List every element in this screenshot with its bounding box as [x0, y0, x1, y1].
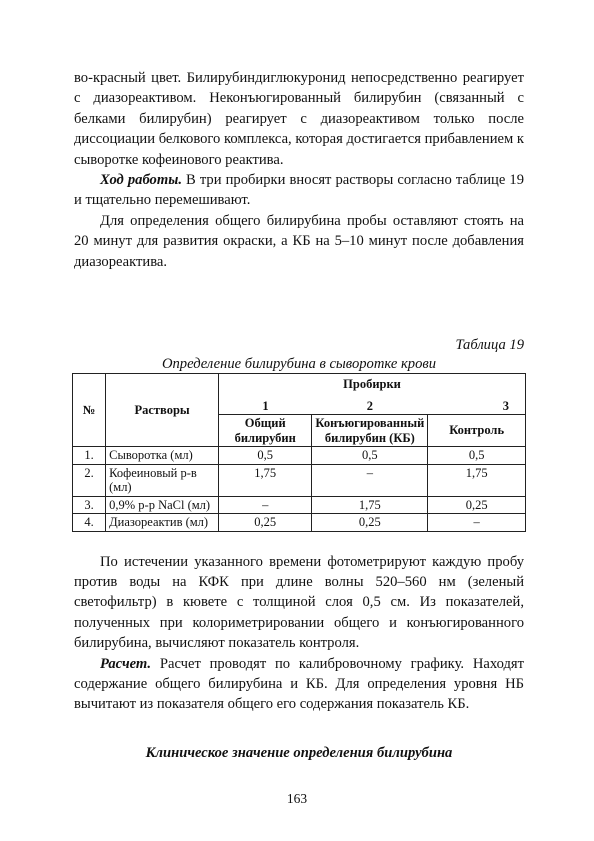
procedure-text: В три пробирки вносят растворы согласно таблице 19 и тщательно перемешивают.: [74, 172, 524, 209]
paragraph-incubation: Для определения общего билирубина пробы оставляют стоять на 20 минут для развития окраски, а КБ на 5–10 минут после добавления диазореактива.: [74, 212, 524, 270]
calculation-lead: Расчет.: [100, 655, 152, 672]
row-name: Сыворотка (мл): [106, 447, 219, 465]
header-tube-2-name: Конъюгированный билирубин (КБ): [312, 415, 428, 447]
row-value-1: 0,5: [219, 447, 312, 465]
row-value-2: –: [312, 464, 428, 496]
table-row: [73, 496, 526, 514]
bilirubin-table: [72, 373, 526, 532]
row-num: 3.: [73, 496, 106, 514]
table-row: [73, 464, 526, 496]
row-value-3: 0,25: [428, 496, 526, 514]
row-num: 2.: [73, 464, 106, 496]
procedure-lead: Ход работы.: [100, 172, 182, 189]
table-title: Определение билирубина в сыворотке крови: [161, 356, 437, 373]
table-header-row-1: [73, 374, 526, 398]
row-num: 4.: [73, 514, 106, 532]
row-name: 0,9% р-р NaCl (мл): [106, 496, 219, 514]
header-tubes: Пробирки: [219, 374, 526, 398]
header-tube-2: 2: [312, 398, 428, 415]
paragraph-photometry: По истечении указанного времени фотометрируют каждую пробу против воды на КФК при длине волны 520–560 нм (зеленый светофильтр) в кювете с толщиной слоя 0,5 см. Из показателей, полученных при колориметрировании общего и конъюгированного билирубина, вычисляют показатель контроля.: [74, 553, 524, 652]
section-heading: Клиническое значение определения билирубина: [145, 744, 453, 761]
page-content: [74, 68, 524, 762]
row-value-1: 0,25: [219, 514, 312, 532]
paragraph-intro: во-красный цвет. Билирубиндиглюкуронид непосредственно реагирует с диазореактивом. Неконъюгированный билирубин (связанный с белками билирубин) реагирует с диазореактивом только после диссоциации белкового комплекса, которая достигается прибавлением к сыворотке кофеинового реактива.: [74, 70, 524, 168]
page-number: 163: [286, 791, 308, 806]
row-name: Кофеиновый р-в (мл): [106, 464, 219, 496]
paragraph-calculation: [74, 654, 524, 715]
header-tube-3-name: Контроль: [428, 415, 526, 447]
header-solutions: Растворы: [106, 374, 219, 447]
row-value-3: 1,75: [428, 464, 526, 496]
header-tube-1-name: Общий билирубин: [219, 415, 312, 447]
calculation-text: Расчет проводят по калибровочному графику. Находят содержание общего билирубина и КБ. Для определения уровня НБ вычитают из показателя общего его содержания показатель КБ.: [74, 655, 524, 713]
row-value-1: –: [219, 496, 312, 514]
header-tube-3: 3: [428, 398, 526, 415]
table-label: Таблица 19: [455, 337, 524, 354]
paragraph-procedure: [74, 170, 524, 211]
table-row: [73, 514, 526, 532]
row-name: Диазореактив (мл): [106, 514, 219, 532]
table-row: [73, 447, 526, 465]
row-value-2: 1,75: [312, 496, 428, 514]
row-value-1: 1,75: [219, 464, 312, 496]
header-num: №: [73, 374, 106, 447]
row-value-3: –: [428, 514, 526, 532]
row-value-3: 0,5: [428, 447, 526, 465]
header-tube-1: 1: [219, 398, 312, 415]
row-num: 1.: [73, 447, 106, 465]
row-value-2: 0,25: [312, 514, 428, 532]
row-value-2: 0,5: [312, 447, 428, 465]
